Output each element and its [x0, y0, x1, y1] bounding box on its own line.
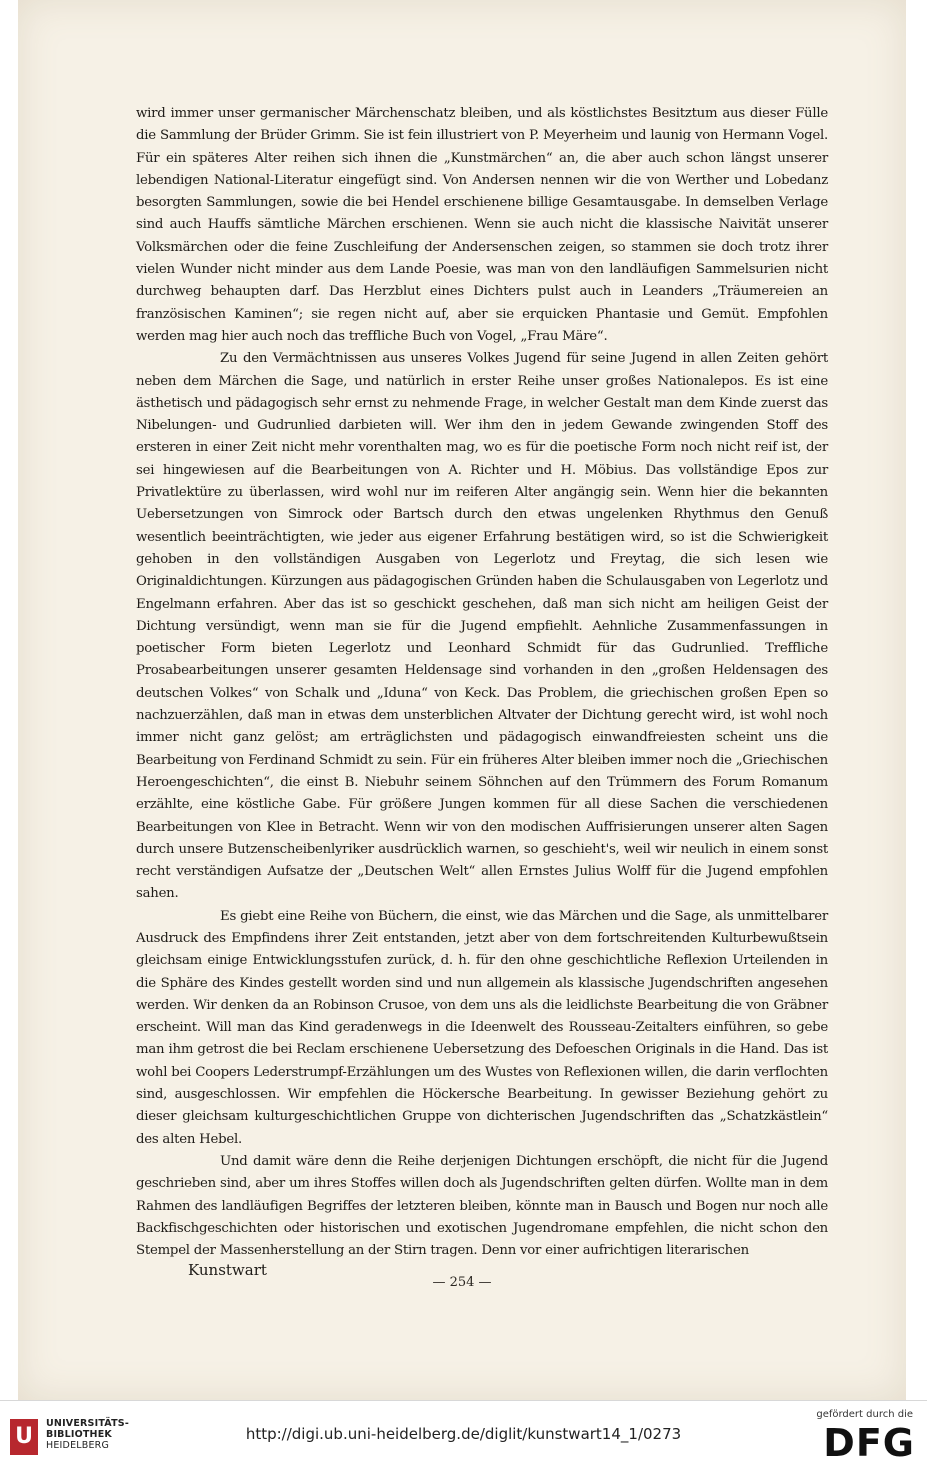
logo-line-2: BIBLIOTHEK — [46, 1429, 112, 1440]
funded-by-label: gefördert durch die — [816, 1409, 913, 1420]
dfg-logo[interactable]: DFG — [823, 1421, 915, 1465]
book-page — [18, 0, 906, 1400]
footer-journal-title: Kunstwart — [188, 1261, 267, 1279]
page-body-text — [136, 103, 828, 1262]
paragraph-2: Zu den Vermächtnissen aus unseres Volkes Jugend für seine Jugend in allen Zeiten gehört neben dem Märchen die Sage, und natürlich in erster Reihe unser großes Nationalepos. Es ist eine ästhetisch und pädagogisch sehr ernst zu nehmende Frage, in welcher Gestalt man dem Kinde zuerst das Nibelungen- und Gudrunlied darbieten will. Wer ihm den in jedem Gewande zwingenden Stoff des ersteren in einer Zeit nicht mehr vorenthalten mag, wo es für die poetische Form noch nicht reif ist, der sei hingewiesen auf die Bearbeitungen von A. Richter und H. Möbius. Das vollständige Epos zur Privatlektüre zu überlassen, wird wohl nur im reiferen Alter angängig sein. Wenn hier die bekannten Uebersetzungen von Simrock oder Bartsch durch den etwas ungelenken Rhythmus den Genuß wesentlich beeinträchtigten, wie jeder aus eigener Erfahrung bestätigen wird, so ist die Schwierigkeit gehoben in den vollständigen Ausgaben von Legerlotz und Freytag, die sich lesen wie Originaldichtungen. Kürzungen aus pädagogischen Gründen haben die Schulausgaben von Legerlotz und Engelmann erfahren. Aber das ist so geschickt geschehen, daß man sich nicht am heiligen Geist der Dichtung versündigt, wenn man sie für die Jugend empfiehlt. Aehnliche Zusammenfassungen in poetischer Form bieten Legerlotz und Leonhard Schmidt für das Gudrunlied. Treffliche Prosabearbeitungen unserer gesamten Heldensage sind vorhanden in den „großen Heldensagen des deutschen Volkes“ von Schalk und „Iduna“ von Keck. Das Problem, die griechischen großen Epen so nachzuerzählen, daß man in etwas dem unsterblichen Altvater der Dichtung gerecht wird, ist wohl noch immer nicht ganz gelöst; am erträglichsten und pädagogisch einwandfreiesten scheint uns die Bearbeitung von Ferdinand Schmidt zu sein. Für ein früheres Alter bleiben immer noch die „Griechischen Heroengeschichten“, die einst B. Niebuhr seinem Söhnchen auf den Trümmern des Forum Romanum erzählte, eine köstliche Gabe. Für größere Jungen kommen für all diese Sachen die verschiedenen Bearbeitungen von Klee in Betracht. Wenn wir von den modischen Auffrisierungen unserer alten Sagen durch unsere Butzenscheibenlyriker ausdrücklich warnen, so geschieht's, weil wir neulich in einem sonst recht verständigen Aufsatze der „Deutschen Welt“ allen Ernstes Julius Wolff für die Jugend empfohlen sahen. — [136, 351, 828, 902]
paragraph-1: wird immer unser germanischer Märchenschatz bleiben, und als köstlichstes Besitztum aus dieser Fülle die Sammlung der Brüder Grimm. Sie ist fein illustriert von P. Meyerheim und launig von Hermann Vogel. Für ein späteres Alter reihen sich ihnen die „Kunstmärchen“ an, die aber auch schon längst unserer lebendigen National-Literatur eingefügt sind. Von Andersen nennen wir die von Werther und Lobedanz besorgten Sammlungen, sowie die bei Hendel erschienene billige Gesamtausgabe. In demselben Verlage sind auch Hauffs sämtliche Märchen erschienen. Wenn sie auch nicht die klassische Naivität unserer Volksmärchen oder die feine Zuschleifung der Andersenschen zeigen, so stammen sie doch trotz ihrer vielen Wunder nicht minder aus dem Lande Poesie, was man von den landläufigen Sammelsurien nicht durchweg behaupten darf. Das Herzblut eines Dichters pulst auch in Leanders „Träumereien an französischen Kaminen“; sie regen nicht auf, aber sie erquicken Phantasie und Gemüt. Empfohlen werden mag hier auch noch das treffliche Buch von Vogel, „Frau Märe“. — [136, 106, 828, 344]
page-number: — 254 — — [432, 1275, 492, 1290]
logo-line-1: UNIVERSITÄTS- — [46, 1418, 129, 1429]
logo-line-3: HEIDELBERG — [46, 1440, 110, 1451]
library-logo-icon: U — [10, 1419, 38, 1455]
paragraph-3: Es giebt eine Reihe von Büchern, die einst, wie das Märchen und die Sage, als unmittelbarer Ausdruck des Empfindens ihrer Zeit entstanden, jetzt aber von dem fortschreitenden Kulturbewußtsein gleichsam einige Entwicklungsstufen zurück, d. h. für den ohne geschichtliche Reflexion Urteilenden in die Sphäre des Kindes gestellt worden sind und nun allgemein als klassische Jugendschriften angesehen werden. Wir denken da an Robinson Crusoe, von dem uns als die leidlichste Bearbeitung die von Gräbner erscheint. Will man das Kind geradenwegs in die Ideenwelt des Rousseau-Zeitalters einführen, so gebe man ihm getrost die bei Reclam erschienene Uebersetzung des Defoeschen Originals in die Hand. Das ist wohl bei Coopers Lederstrumpf-Erzählungen um des Wustes von Reflexionen willen, die darin verflochten sind, ausgeschlossen. Wir empfehlen die Höckersche Bearbeitung. In gewisser Beziehung gehört zu dieser gleichsam kulturgeschichtlichen Gruppe von dichterischen Jugendschriften das „Schatzkästlein“ des alten Hebel. — [136, 908, 828, 1147]
paragraph-4: Und damit wäre denn die Reihe derjenigen Dichtungen erschöpft, die nicht für die Jugend geschrieben sind, aber um ihres Stoffes willen doch als Jugendschriften gelten dürfen. Wollte man in dem Rahmen des landläufigen Begriffes der letzteren bleiben, könnte man in Bausch und Bogen nur noch alle Backfischgeschichten oder historischen und exotischen Jugendromane empfehlen, die nicht schon den Stempel der Massenherstellung an der Stirn tragen. Denn vor einer aufrichtigen literarischen — [136, 1153, 828, 1259]
bottom-bar — [0, 1400, 927, 1469]
permalink-url[interactable]: http://digi.ub.uni-heidelberg.de/diglit/kunstwart14_1/0273 — [245, 1425, 682, 1443]
